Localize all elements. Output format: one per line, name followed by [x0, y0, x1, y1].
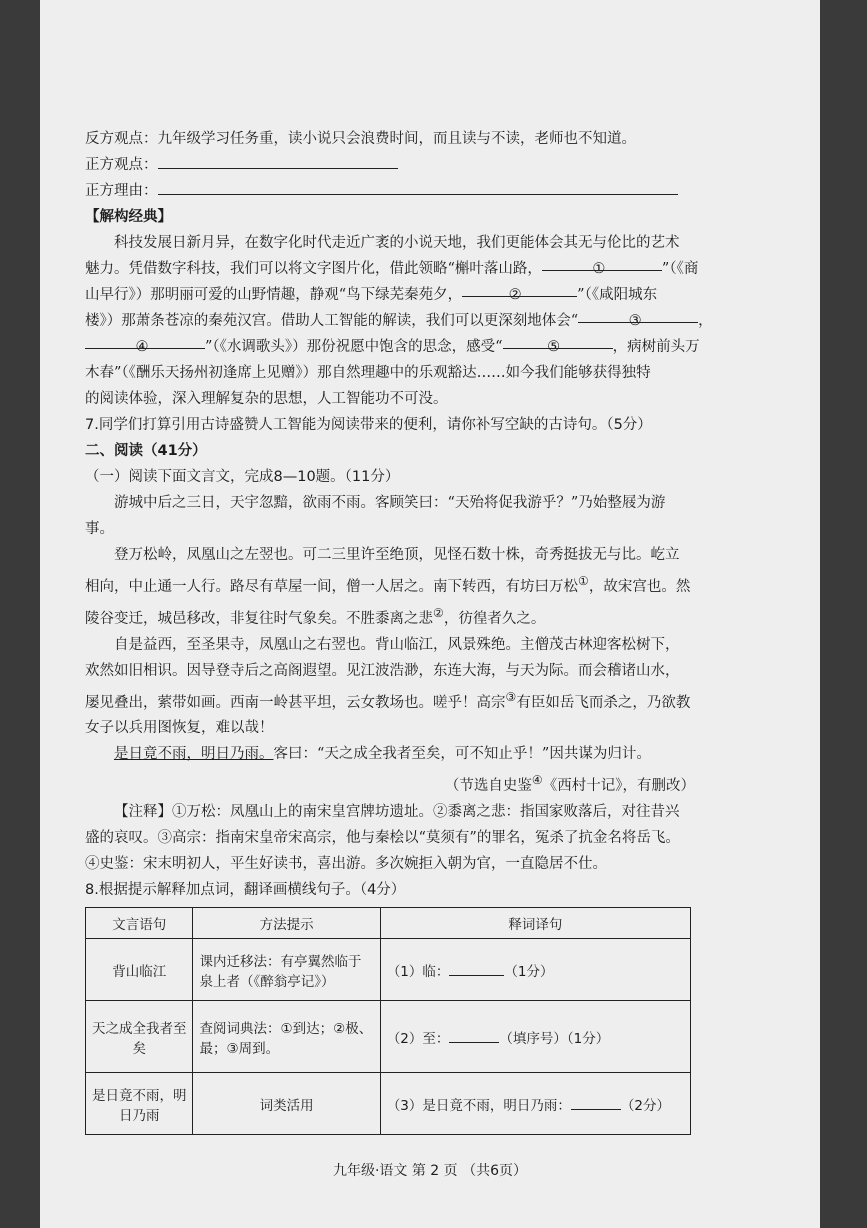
section-classic-title: 【解构经典】	[85, 209, 172, 225]
classic-line-4: 楼》）那萧条苍凉的秦苑汉宫。借助人工智能的解读，我们可以更深刻地体会“ ③ ，	[85, 308, 715, 334]
q8-answer-2-blank[interactable]	[449, 1028, 499, 1043]
q8-row-3	[86, 1073, 691, 1135]
passage-line-10: 是日竟不雨，明日乃雨。客曰：“天之成全我者至矣，可不知止乎！”因共谋为归计。	[114, 746, 651, 763]
q8-row-1	[86, 939, 691, 1001]
q8-row-2-answer: （2）至： （填序号）（1分）	[380, 1001, 690, 1073]
pro-reason-row	[85, 178, 715, 204]
q8-row-1-sentence: 背山临江	[86, 939, 193, 1001]
reading-part-1: （一）阅读下面文言文，完成8—10题。（11分）	[85, 469, 400, 485]
passage-line-9: 女子以兵用图恢复，难以哉！	[85, 720, 274, 737]
q8-answer-1-blank[interactable]	[449, 961, 504, 976]
q8-header-hint: 方法提示	[193, 908, 380, 939]
question-7: 7.同学们打算引用古诗盛赞人工智能为阅读带来的便利，请你补写空缺的古诗句。（5分）	[85, 417, 652, 433]
blank-1-number: ①	[592, 261, 606, 277]
q8-row-2-hint: 查阅词典法：①到达；②极、最；③周到。	[193, 1001, 380, 1073]
note-2-mark: ②	[433, 605, 444, 620]
passage-line-6: 自是益西，至圣果寺，凤凰山之右翌也。背山临江，风景殊绝。主僧茂古林迎客松树下，	[114, 636, 680, 653]
classic-line-6: 木春”（《酬乐天扬州初逢席上见赠》）那自然理趣中的乐观豁达……如今我们能够获得独特	[85, 365, 651, 381]
classic-line-3: 山早行》）那明丽可爱的山野情趣，静观“鸟下绿芜秦苑夕， ② ”（《咸阳城东	[85, 282, 715, 308]
q8-row-2	[86, 1001, 691, 1073]
pro-reason-label: 正方理由：	[85, 183, 158, 199]
passage-line-2: 事。	[85, 521, 114, 537]
underlined-sentence: 是日竟不雨，明日乃雨。	[114, 746, 274, 763]
blank-5[interactable]	[503, 334, 613, 355]
q8-row-3-sentence: 是日竟不雨，明日乃雨	[86, 1073, 193, 1135]
passage-source: （节选自史鉴④《西村十记》，有删改）	[444, 773, 695, 795]
q8-header-answer: 释词译句	[380, 908, 690, 939]
blank-3-number: ③	[628, 313, 642, 329]
passage-line-3: 登万松岭，凤凰山之左翌也。可二三里许至绝顶，见怪石数十株，奇秀挺拔无与比。屹立	[114, 547, 680, 563]
page-content	[85, 126, 715, 1135]
q8-row-2-sentence: 天之成全我者至矣	[86, 1001, 193, 1073]
blank-1[interactable]	[542, 256, 662, 277]
pro-view-blank[interactable]	[158, 154, 398, 169]
pro-reason-blank[interactable]	[158, 180, 678, 195]
blank-3[interactable]	[578, 308, 698, 329]
question-8: 8.根据提示解释加点词，翻译画横线句子。（4分）	[85, 882, 406, 899]
passage-line-7: 欢然如旧相识。因导登寺后之高阁遐望。见江波浩渺，东连大海，与天为际。而会稽诸山水，	[85, 662, 680, 679]
blank-4[interactable]	[85, 334, 205, 355]
q8-header-sentence: 文言语句	[86, 908, 193, 939]
reading-title: 二、阅读（41分）	[85, 443, 207, 459]
classic-line-2: 魅力。凭借数字科技，我们可以将文字图片化，借此领略“槲叶落山路， ① ”（《商	[85, 256, 715, 282]
q8-row-3-answer: （3）是日竟不雨，明日乃雨： （2分）	[380, 1073, 690, 1135]
pro-view-row	[85, 152, 715, 178]
q8-row-3-hint: 词类活用	[193, 1073, 380, 1135]
q8-table	[85, 907, 691, 1135]
note-4-mark: ④	[531, 773, 543, 788]
blank-4-number: ④	[135, 339, 149, 355]
passage-line-1: 游城中后之三日，天宇忽黯，欲雨不雨。客顾笑曰：“天殆将促我游乎？”乃始整屐为游	[114, 495, 666, 511]
classic-line-5: ④ ”（《水调歌头》）那份祝愿中饱含的思念，感受“ ⑤ ，病树前头万	[85, 334, 715, 360]
q8-header-row	[86, 908, 691, 939]
notes-line-3: ④史鉴：宋末明初人，平生好读书，喜出游。多次婉拒入朝为官，一直隐居不仕。	[85, 856, 607, 873]
q8-answer-3-blank[interactable]	[571, 1095, 621, 1110]
passage-line-5: 陵谷变迁，城邑移改，非复往时气象矣。不胜黍离之悲②，彷徨者久之。	[85, 605, 546, 627]
classic-line-1: 科技发展日新月异，在数字化时代走近广袤的小说天地，我们更能体会其无与伦比的艺术	[114, 235, 680, 251]
page-footer: 九年级·语文 第 2 页 （共6页）	[332, 1163, 528, 1179]
notes-line-1: 【注释】①万松：凤凰山上的南宋皇宫牌坊遗址。②黍离之悲：指国家败落后，对往昔兴	[114, 804, 680, 821]
passage-line-4: 相向，中止通一人行。路尽有草屋一间，僧一人居之。南下转西，有坊曰万松①，故宋宫也。然	[85, 574, 691, 595]
exam-page	[40, 0, 820, 1228]
blank-2[interactable]	[462, 282, 577, 303]
passage-line-8: 屡见叠出，萦带如画。西南一岭甚平坦，云女教场也。嗟乎！高宗③有臣如岳飞而杀之，乃欲教	[85, 689, 691, 711]
q8-row-1-answer: （1）临： （1分）	[380, 939, 690, 1001]
notes-line-2: 盛的哀叹。③高宗：指南宋皇帝宋高宗，他与秦桧以“莫须有”的罪名，冤杀了抗金名将岳飞。	[85, 830, 680, 847]
note-3-mark: ③	[505, 689, 517, 704]
pro-view-label: 正方观点：	[85, 157, 158, 173]
opposing-view: 反方观点：九年级学习任务重，读小说只会浪费时间，而且读与不读，老师也不知道。	[85, 131, 636, 147]
q8-row-1-hint: 课内迁移法：有亭翼然临于泉上者（《醉翁亭记》）	[193, 939, 380, 1001]
blank-5-number: ⑤	[547, 339, 561, 355]
note-1-mark: ①	[578, 574, 589, 588]
classic-line-7: 的阅读体验，深入理解复杂的思想，人工智能功不可没。	[85, 391, 448, 407]
blank-2-number: ②	[508, 287, 522, 303]
